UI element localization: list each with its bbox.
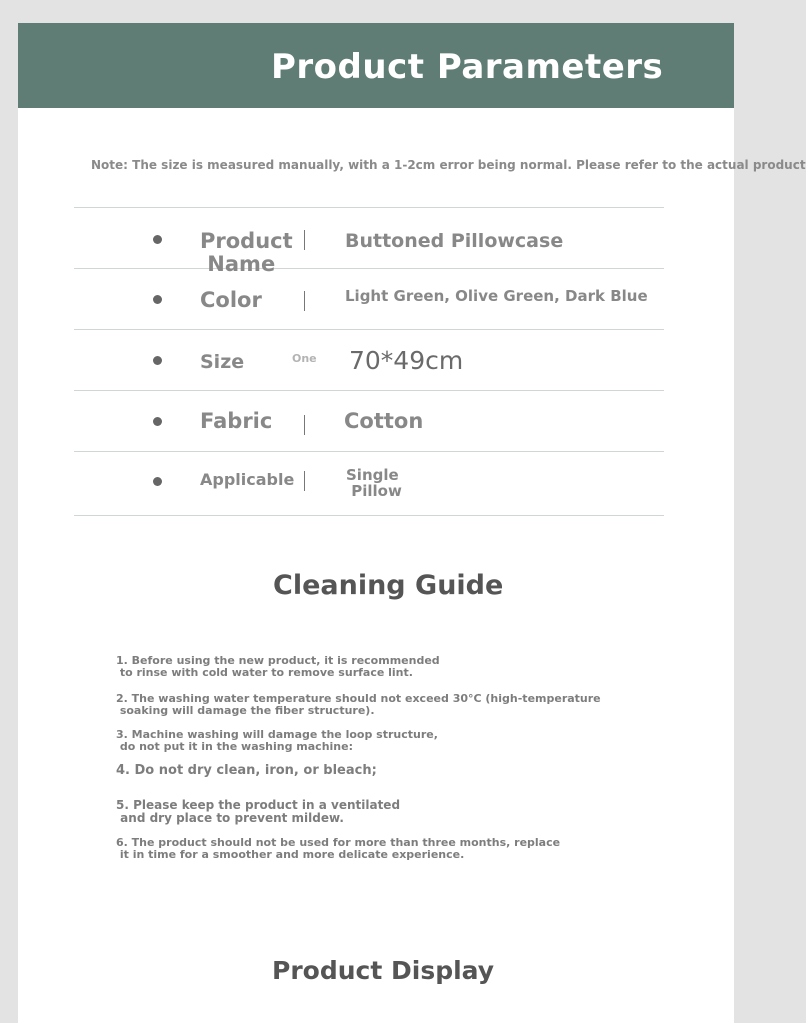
size-qualifier: One	[292, 352, 317, 365]
size-note: Note: The size is measured manually, with a 1-2cm error being normal. Please refer to the actual product	[91, 158, 806, 172]
divider	[304, 230, 305, 250]
product-display-title: Product Display	[272, 956, 495, 985]
header-banner	[18, 23, 734, 108]
table-rule	[74, 207, 664, 208]
page-title: Product Parameters	[271, 47, 664, 87]
param-label: Fabric	[200, 409, 273, 433]
cleaning-item: 2. The washing water temperature should not exceed 30°C (high-temperature soaking will damage the fiber structure).	[116, 692, 601, 717]
product-detail-card	[18, 23, 806, 1023]
cleaning-item: 6. The product should not be used for more than three months, replace it in time for a smoother and more delicate experience.	[116, 836, 561, 861]
bullet-icon	[153, 295, 162, 304]
divider	[304, 415, 305, 435]
table-rule	[74, 329, 664, 330]
table-rule	[74, 268, 664, 269]
param-label: Size	[200, 351, 245, 373]
param-value: 70*49cm	[349, 346, 464, 375]
cleaning-guide-title: Cleaning Guide	[273, 570, 504, 601]
cleaning-item: 4. Do not dry clean, iron, or bleach;	[116, 763, 377, 778]
table-rule	[74, 451, 664, 452]
divider	[304, 471, 305, 491]
bullet-icon	[153, 235, 162, 244]
cleaning-item: 3. Machine washing will damage the loop structure, do not put it in the washing machine:	[116, 728, 438, 753]
divider	[304, 291, 305, 311]
cleaning-item: 5. Please keep the product in a ventilated and dry place to prevent mildew.	[116, 798, 401, 825]
bullet-icon	[153, 417, 162, 426]
bullet-icon	[153, 356, 162, 365]
bullet-icon	[153, 477, 162, 486]
param-value: Light Green, Olive Green, Dark Blue	[345, 287, 648, 305]
table-rule	[74, 390, 664, 391]
param-value: Cotton	[344, 409, 424, 433]
table-rule	[74, 515, 664, 516]
param-label: Color	[200, 288, 262, 312]
param-value: Buttoned Pillowcase	[345, 230, 564, 252]
param-label: Product Name	[200, 229, 293, 276]
cleaning-item: 1. Before using the new product, it is recommended to rinse with cold water to remove surface lint.	[116, 654, 440, 679]
param-label: Applicable	[200, 470, 295, 489]
param-value: Single Pillow	[346, 466, 402, 500]
